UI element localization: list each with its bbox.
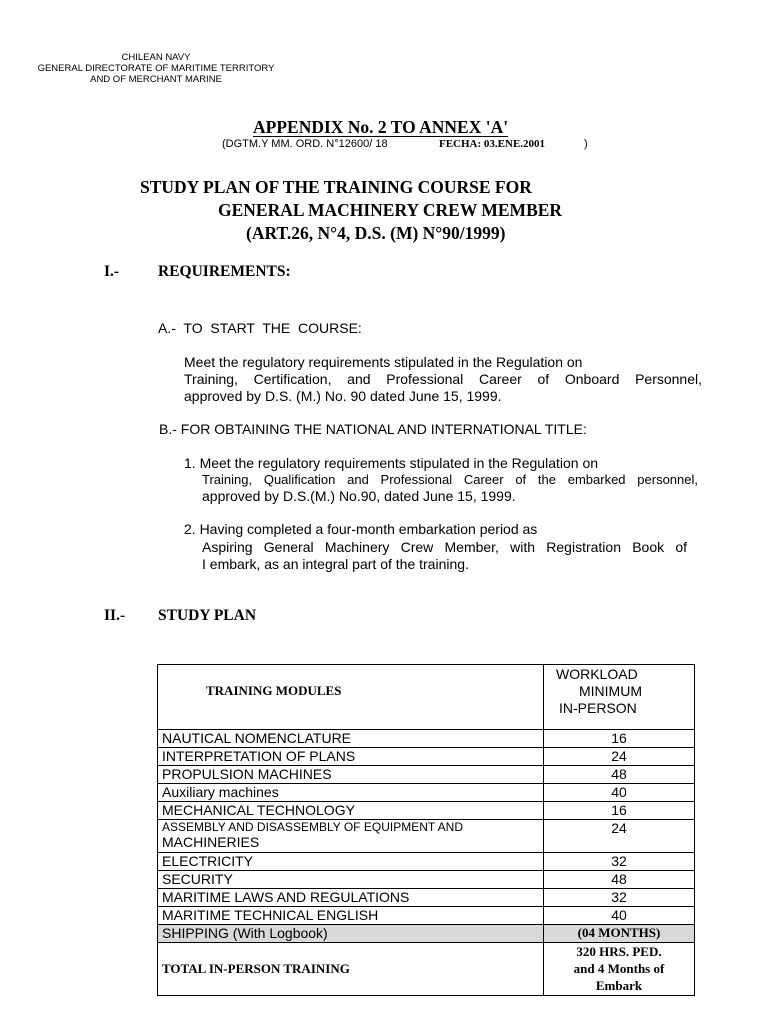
- module-name-part1: ASSEMBLY AND DISASSEMBLY OF EQUIPMENT AND: [162, 820, 463, 834]
- section-a-line2: Training, Certification, and Professional Career of Onboard Personnel,: [184, 371, 702, 387]
- section-a-line3: approved by D.S. (M.) No. 90 dated June 15, 1999.: [184, 388, 502, 404]
- module-hours: 24: [544, 748, 695, 766]
- module-hours: 48: [544, 871, 695, 889]
- module-name: Auxiliary machines: [158, 784, 544, 802]
- table-row: [158, 748, 695, 766]
- module-name-part2: MACHINERIES: [162, 834, 260, 850]
- study-plan-table: [157, 664, 695, 996]
- module-hours: 32: [544, 889, 695, 907]
- table-row: [158, 802, 695, 820]
- section1-title: REQUIREMENTS:: [158, 263, 291, 280]
- table-row: [158, 730, 695, 748]
- module-name: MARITIME TECHNICAL ENGLISH: [158, 907, 544, 925]
- section-b-heading: B.- FOR OBTAINING THE NATIONAL AND INTERNATIONAL TITLE:: [159, 421, 587, 437]
- module-hours: 16: [544, 730, 695, 748]
- section-b-item1-line3: approved by D.S.(M.) No.90, dated June 15, 1999.: [202, 488, 516, 504]
- table-row: [158, 889, 695, 907]
- module-name: INTERPRETATION OF PLANS: [158, 748, 544, 766]
- table-row: [158, 766, 695, 784]
- module-hours: (04 MONTHS): [544, 925, 695, 943]
- total-hours: 320 HRS. PED. and 4 Months of Embark: [544, 943, 695, 996]
- module-hours: 48: [544, 766, 695, 784]
- section-b-item2-line3: I embark, as an integral part of the training.: [202, 556, 469, 572]
- header-directorate: GENERAL DIRECTORATE OF MARITIME TERRITORY: [37, 63, 275, 74]
- table-row: [158, 871, 695, 889]
- plan-title-line1: STUDY PLAN OF THE TRAINING COURSE FOR: [140, 177, 532, 197]
- module-name: NAUTICAL NOMENCLATURE: [158, 730, 544, 748]
- appendix-title: APPENDIX No. 2 TO ANNEX 'A': [253, 117, 509, 137]
- table-row: [158, 907, 695, 925]
- plan-title-line3: (ART.26, N°4, D.S. (M) N°90/1999): [246, 223, 506, 243]
- module-name: [158, 820, 544, 853]
- table-row: [158, 853, 695, 871]
- module-name: MARITIME LAWS AND REGULATIONS: [158, 889, 544, 907]
- table-row: [158, 820, 695, 853]
- module-hours: 40: [544, 784, 695, 802]
- header-workload: WORKLOAD MINIMUM IN-PERSON: [544, 665, 695, 730]
- module-hours: 16: [544, 802, 695, 820]
- header-merchant-marine: AND OF MERCHANT MARINE: [90, 74, 222, 85]
- order-date: FECHA: 03.ENE.2001: [439, 138, 546, 150]
- table-header-row: [158, 665, 695, 730]
- module-hours: 40: [544, 907, 695, 925]
- order-close-paren: ): [584, 138, 588, 150]
- table-row: [158, 784, 695, 802]
- section1-number: I.-: [104, 263, 120, 280]
- module-name: ELECTRICITY: [158, 853, 544, 871]
- module-name: MECHANICAL TECHNOLOGY: [158, 802, 544, 820]
- table-row-shipping: [158, 925, 695, 943]
- section-b-item1-line1: 1. Meet the regulatory requirements stipulated in the Regulation on: [184, 455, 599, 471]
- module-hours: 24: [544, 820, 695, 853]
- module-name: SECURITY: [158, 871, 544, 889]
- total-label: TOTAL IN-PERSON TRAINING: [158, 943, 544, 996]
- section2-number: II.-: [104, 607, 126, 624]
- section-a-heading: A.- TO START THE COURSE:: [158, 320, 362, 336]
- module-hours: 32: [544, 853, 695, 871]
- section-b-item2-line1: 2. Having completed a four-month embarkation period as: [184, 521, 538, 537]
- plan-title-line2: GENERAL MACHINERY CREW MEMBER: [218, 200, 563, 220]
- header-navy: CHILEAN NAVY: [121, 52, 191, 63]
- module-name: PROPULSION MACHINES: [158, 766, 544, 784]
- section-a-line1: Meet the regulatory requirements stipulated in the Regulation on: [184, 354, 583, 370]
- section-b-item1-line2: Training, Qualification and Professional Career of the embarked personnel,: [202, 472, 698, 487]
- section-b-item2-line2: Aspiring General Machinery Crew Member, with Registration Book of: [202, 539, 687, 555]
- header-training-modules: TRAINING MODULES: [158, 665, 544, 730]
- order-reference: (DGTM.Y MM. ORD. N°12600/ 18: [222, 138, 388, 150]
- section2-title: STUDY PLAN: [158, 607, 257, 624]
- module-name: SHIPPING (With Logbook): [158, 925, 544, 943]
- table-row-total: [158, 943, 695, 996]
